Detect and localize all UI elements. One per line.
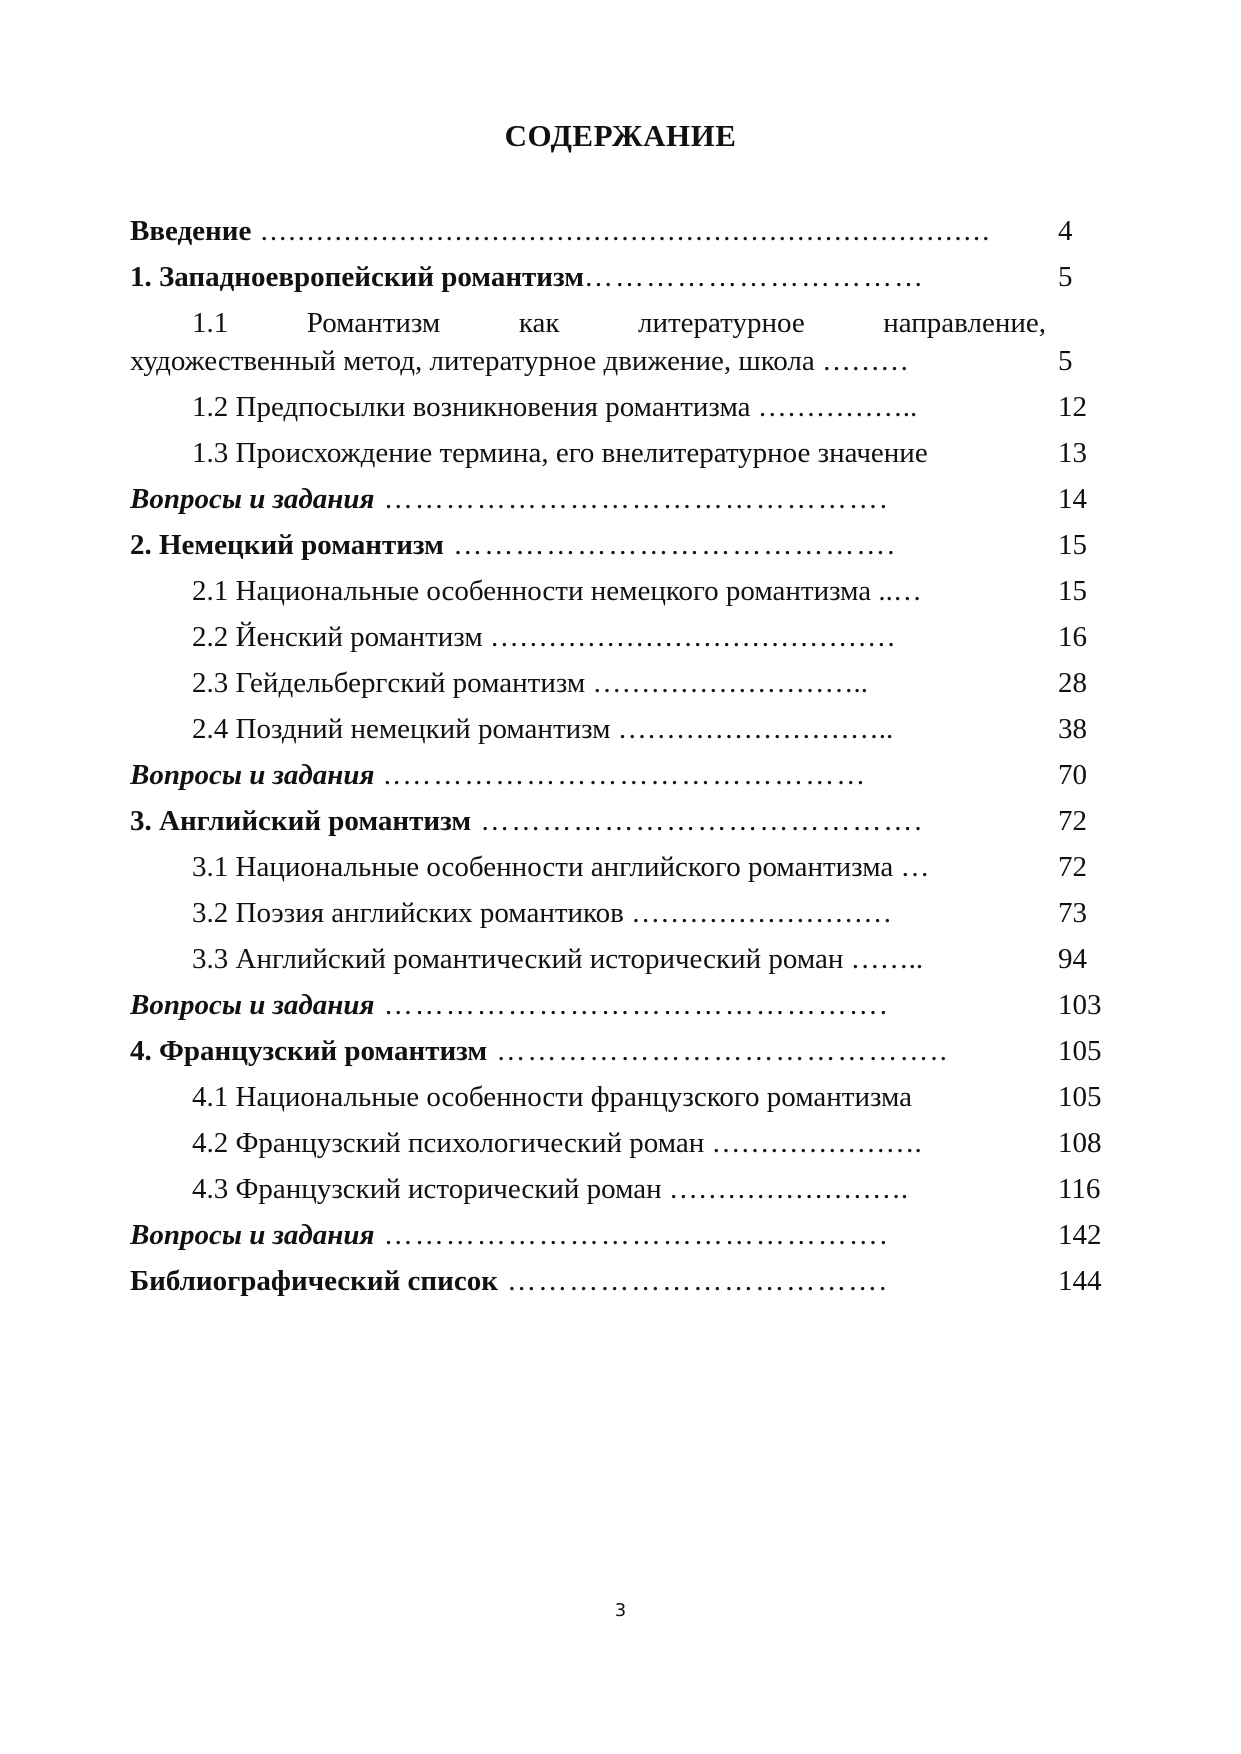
toc-entry-section-4-3: [130, 1166, 1120, 1212]
toc-entry-label: 1.2 Предпосылки возникновения романтизма ……………..: [192, 391, 918, 423]
toc-entry-page: 103: [1058, 989, 1102, 1021]
toc-entry-label: Вопросы и задания: [130, 483, 375, 515]
toc-entry-label: 2.1 Национальные особенности немецкого романтизма ..…: [192, 575, 922, 607]
toc-entry-label: 1.3 Происхождение термина, его внелитературное значение: [192, 437, 928, 469]
toc-entry-page: 12: [1058, 391, 1087, 423]
page-title: СОДЕРЖАНИЕ: [504, 118, 737, 153]
toc-word: Романтизм: [306, 307, 441, 339]
toc-entry-page: 94: [1058, 943, 1087, 975]
toc-entry-section-2-4: [130, 706, 1120, 752]
leader-dots: …………………………………….: [443, 529, 897, 561]
toc-entry-page: 73: [1058, 897, 1087, 929]
leader-dots: ………………………………………….: [374, 1219, 889, 1251]
toc-entry-page: 144: [1058, 1265, 1102, 1297]
toc-entry-page: 142: [1058, 1219, 1102, 1251]
leader-dots: ……………………………: [584, 261, 926, 293]
toc-entry-label: 2.3 Гейдельбергский романтизм ………………………..: [192, 667, 868, 699]
leader-dots: ...............................................................................: [251, 215, 992, 247]
toc-entry-label: 1. Западноевропейский романтизм: [130, 261, 585, 293]
toc-word: направление,: [883, 307, 1046, 339]
toc-entry-page: 72: [1058, 805, 1087, 837]
toc-entry-section-1-1: [130, 304, 1120, 384]
toc-entry-label: 2.4 Поздний немецкий романтизм ………………………..: [192, 713, 894, 745]
toc-entry-label: 4.2 Французский психологический роман ………………….: [192, 1127, 922, 1159]
toc-entry-page: 5: [1058, 261, 1073, 293]
toc-entry-label: 4. Французский романтизм: [130, 1035, 488, 1067]
toc-entry-label: 4.3 Французский исторический роман …………………….: [192, 1173, 909, 1205]
toc-word: как: [518, 307, 560, 339]
toc-entry-section-1-3: [130, 430, 1120, 476]
toc-entry-label: Вопросы и задания: [130, 989, 375, 1021]
toc-entry-page: 105: [1058, 1081, 1102, 1113]
toc-entry-label: Библиографический список: [130, 1265, 498, 1297]
leader-dots: …………………………………….: [471, 805, 924, 837]
toc-entry-label-line-1: [192, 304, 1046, 342]
toc-entry-section-3-1: [130, 844, 1120, 890]
toc-word: литературное: [638, 307, 805, 339]
toc-entry-label: 4.1 Национальные особенности французского романтизма: [192, 1081, 913, 1113]
toc-entry-introduction: [130, 208, 1120, 254]
toc-entry-page: 14: [1058, 483, 1087, 515]
toc-entry-chapter-1: [130, 254, 1120, 300]
toc-entry-label: 3. Английский романтизм: [130, 805, 472, 837]
leader-dots: ………………………………………….: [374, 989, 889, 1021]
toc-entry-questions-1: [130, 476, 1120, 522]
toc-entry-section-4-2: [130, 1120, 1120, 1166]
toc-entry-page: 28: [1058, 667, 1087, 699]
toc-entry-section-3-2: [130, 890, 1120, 936]
toc-entry-page: 70: [1058, 759, 1087, 791]
leader-dots: ……………………………………..: [487, 1035, 949, 1067]
toc-entry-page: 15: [1058, 529, 1087, 561]
toc-entry-questions-4: [130, 1212, 1120, 1258]
toc-entry-section-4-1: [130, 1074, 1120, 1120]
toc-entry-page: 15: [1058, 575, 1087, 607]
toc-entry-label-line-2: художественный метод, литературное движение, школа ………: [130, 345, 910, 377]
toc-entry-bibliography: [130, 1258, 1120, 1304]
toc-entry-label: Вопросы и задания: [130, 1219, 375, 1251]
leader-dots: ………………………………………….: [374, 483, 889, 515]
toc-entry-page: 16: [1058, 621, 1087, 653]
toc-word: 1.1: [192, 307, 229, 339]
toc-entry-chapter-2: [130, 522, 1120, 568]
toc-entry-page: 105: [1058, 1035, 1102, 1067]
toc-entry-page: 13: [1058, 437, 1087, 469]
toc-entry-page: 108: [1058, 1127, 1102, 1159]
toc-entry-label: 2. Немецкий романтизм: [130, 529, 444, 561]
leader-dots: ……………………………….: [497, 1265, 889, 1297]
page-number: 3: [614, 1600, 627, 1621]
toc-entry-chapter-4: [130, 1028, 1120, 1074]
toc-entry-label: 2.2 Йенский романтизм ……………………………………: [192, 621, 896, 653]
toc-entry-label: 3.2 Поэзия английских романтиков ………………………: [192, 897, 893, 929]
toc-entry-questions-3: [130, 982, 1120, 1028]
toc-entry-section-1-2: [130, 384, 1120, 430]
toc-entry-label: 3.1 Национальные особенности английского романтизма …: [192, 851, 930, 883]
toc-entry-label: Вопросы и задания: [130, 759, 375, 791]
toc-entry-page: 4: [1058, 215, 1073, 247]
toc-entry-section-3-3: [130, 936, 1120, 982]
toc-entry-page: 38: [1058, 713, 1087, 745]
toc-entry-page: 116: [1058, 1173, 1101, 1205]
toc-entry-page: 72: [1058, 851, 1087, 883]
leader-dots: ..………………………………………: [374, 759, 868, 791]
table-of-contents: [130, 208, 1120, 1304]
toc-entry-section-2-2: [130, 614, 1120, 660]
toc-entry-chapter-3: [130, 798, 1120, 844]
toc-entry-page: 5: [1058, 345, 1073, 377]
toc-entry-section-2-1: [130, 568, 1120, 614]
toc-entry-label: 3.3 Английский романтический исторический роман ……..: [192, 943, 924, 975]
toc-entry-section-2-3: [130, 660, 1120, 706]
toc-entry-questions-2: [130, 752, 1120, 798]
toc-entry-label: Введение: [130, 215, 252, 247]
